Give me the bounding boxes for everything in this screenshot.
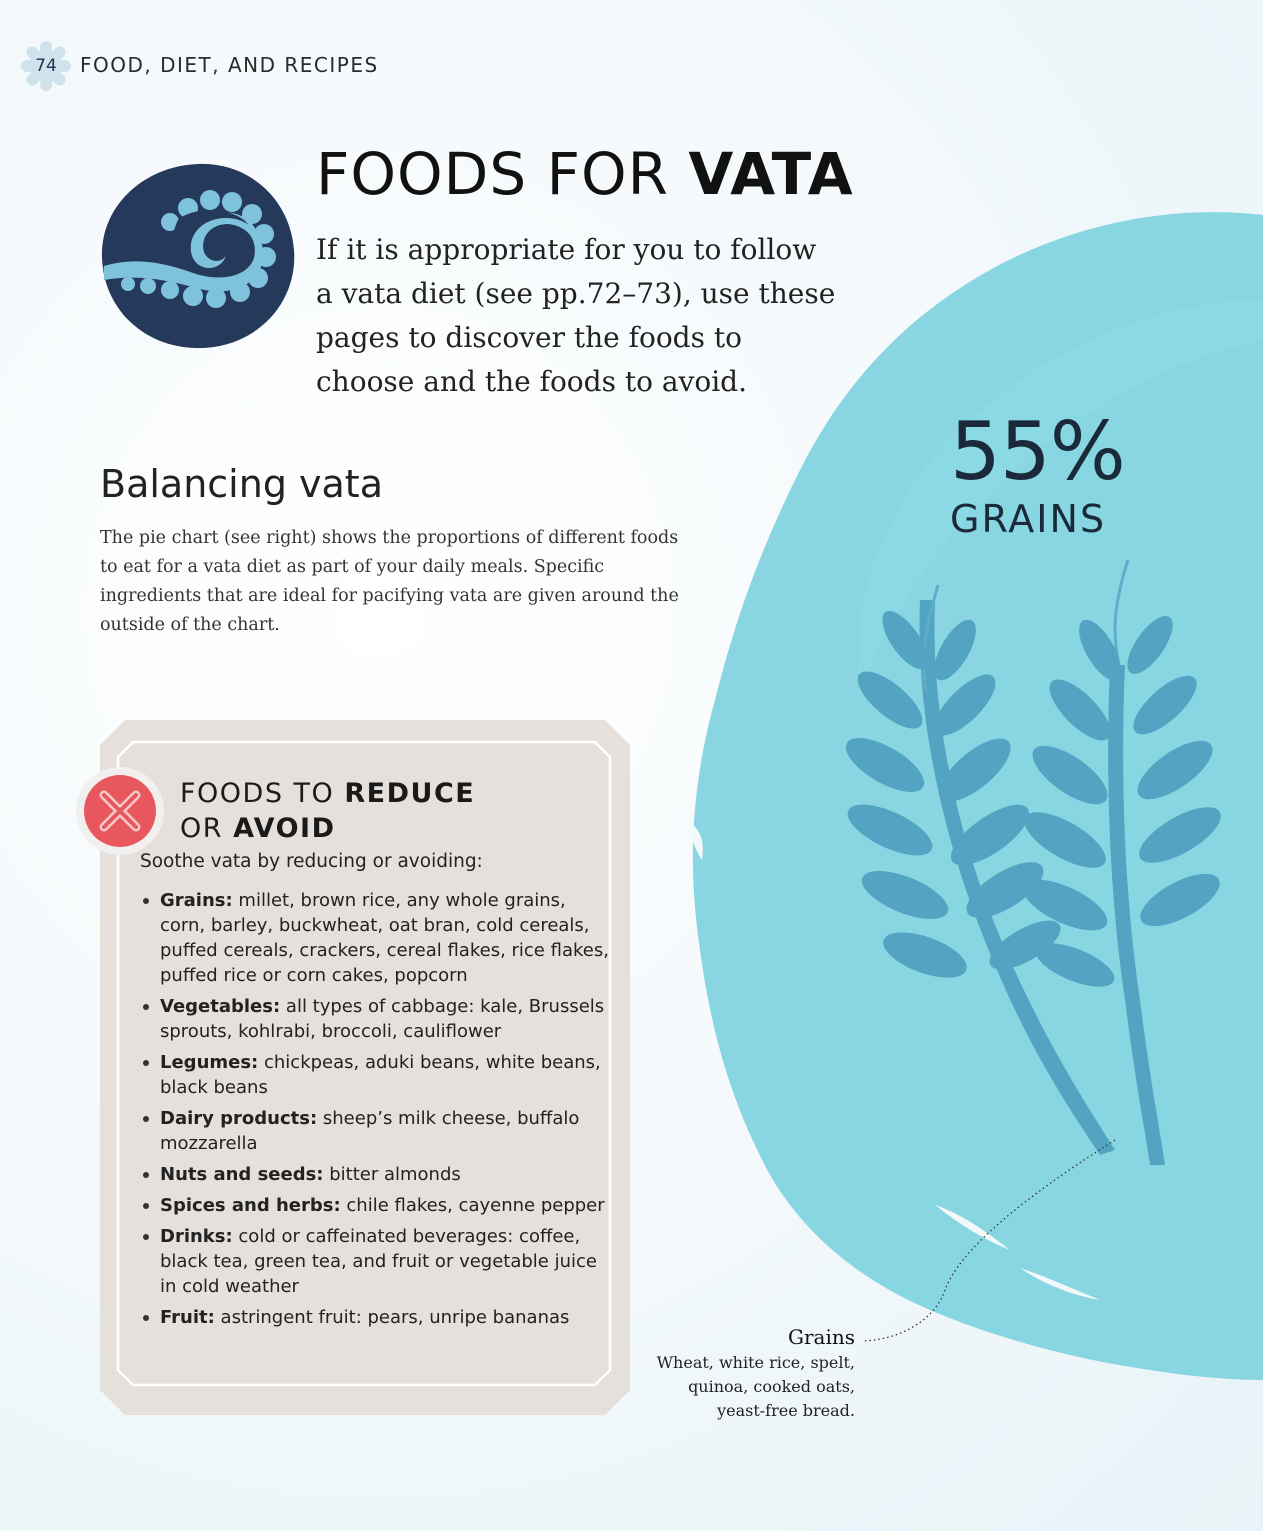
list-item: Fruit: astringent fruit: pears, unripe bananas [140,1305,610,1330]
grains-caption-heading: Grains [787,1325,855,1349]
reduce-intro: Soothe vata by reducing or avoiding: [140,851,483,872]
list-item: Drinks: cold or caffeinated beverages: coffee, black tea, green tea, and fruit or vegetable juice in cold weather [140,1224,610,1299]
list-item: Grains: millet, brown rice, any whole grains, corn, barley, buckwheat, oat bran, cold cereals, puffed cereals, crackers, cereal flakes, rice flakes, puffed rice or corn cakes, popcorn [140,888,610,988]
page-title: FOODS FOR VATA [316,140,854,208]
reduce-title: FOODS TO REDUCE OR AVOID [180,778,476,844]
balancing-heading: Balancing vata [100,462,383,506]
list-item: Spices and herbs: chile flakes, cayenne pepper [140,1193,610,1218]
grains-caption-text: Wheat, white rice, spelt, quinoa, cooked oats, yeast-free bread. [656,1353,855,1420]
cross-icon [74,765,166,857]
section-title: FOOD, DIET, AND RECIPES [80,53,379,77]
stat-label: GRAINS [950,497,1107,541]
intro-text: If it is appropriate for you to follow a vata diet (see pp.72–73), use these pages to discover the foods to choose and the foods to avoid. [316,233,836,398]
page-number: 74 [35,56,57,76]
list-item: Nuts and seeds: bitter almonds [140,1162,610,1187]
list-item: Dairy products: sheep’s milk cheese, buffalo mozzarella [140,1106,610,1156]
title-emphasis: VATA [688,140,854,208]
balancing-text: The pie chart (see right) shows the proportions of different foods to eat for a vata diet as part of your daily meals. Specific ingredients that are ideal for pacifying vata are given around the outside of the chart. [100,528,679,635]
reduce-list [140,888,610,1336]
vata-swirl-emblem-icon [98,160,298,350]
list-item: Legumes: chickpeas, aduki beans, white beans, black beans [140,1050,610,1100]
list-item: Vegetables: all types of cabbage: kale, Brussels sprouts, kohlrabi, broccoli, cauliflower [140,994,610,1044]
stat-percent: 55% [950,405,1125,498]
